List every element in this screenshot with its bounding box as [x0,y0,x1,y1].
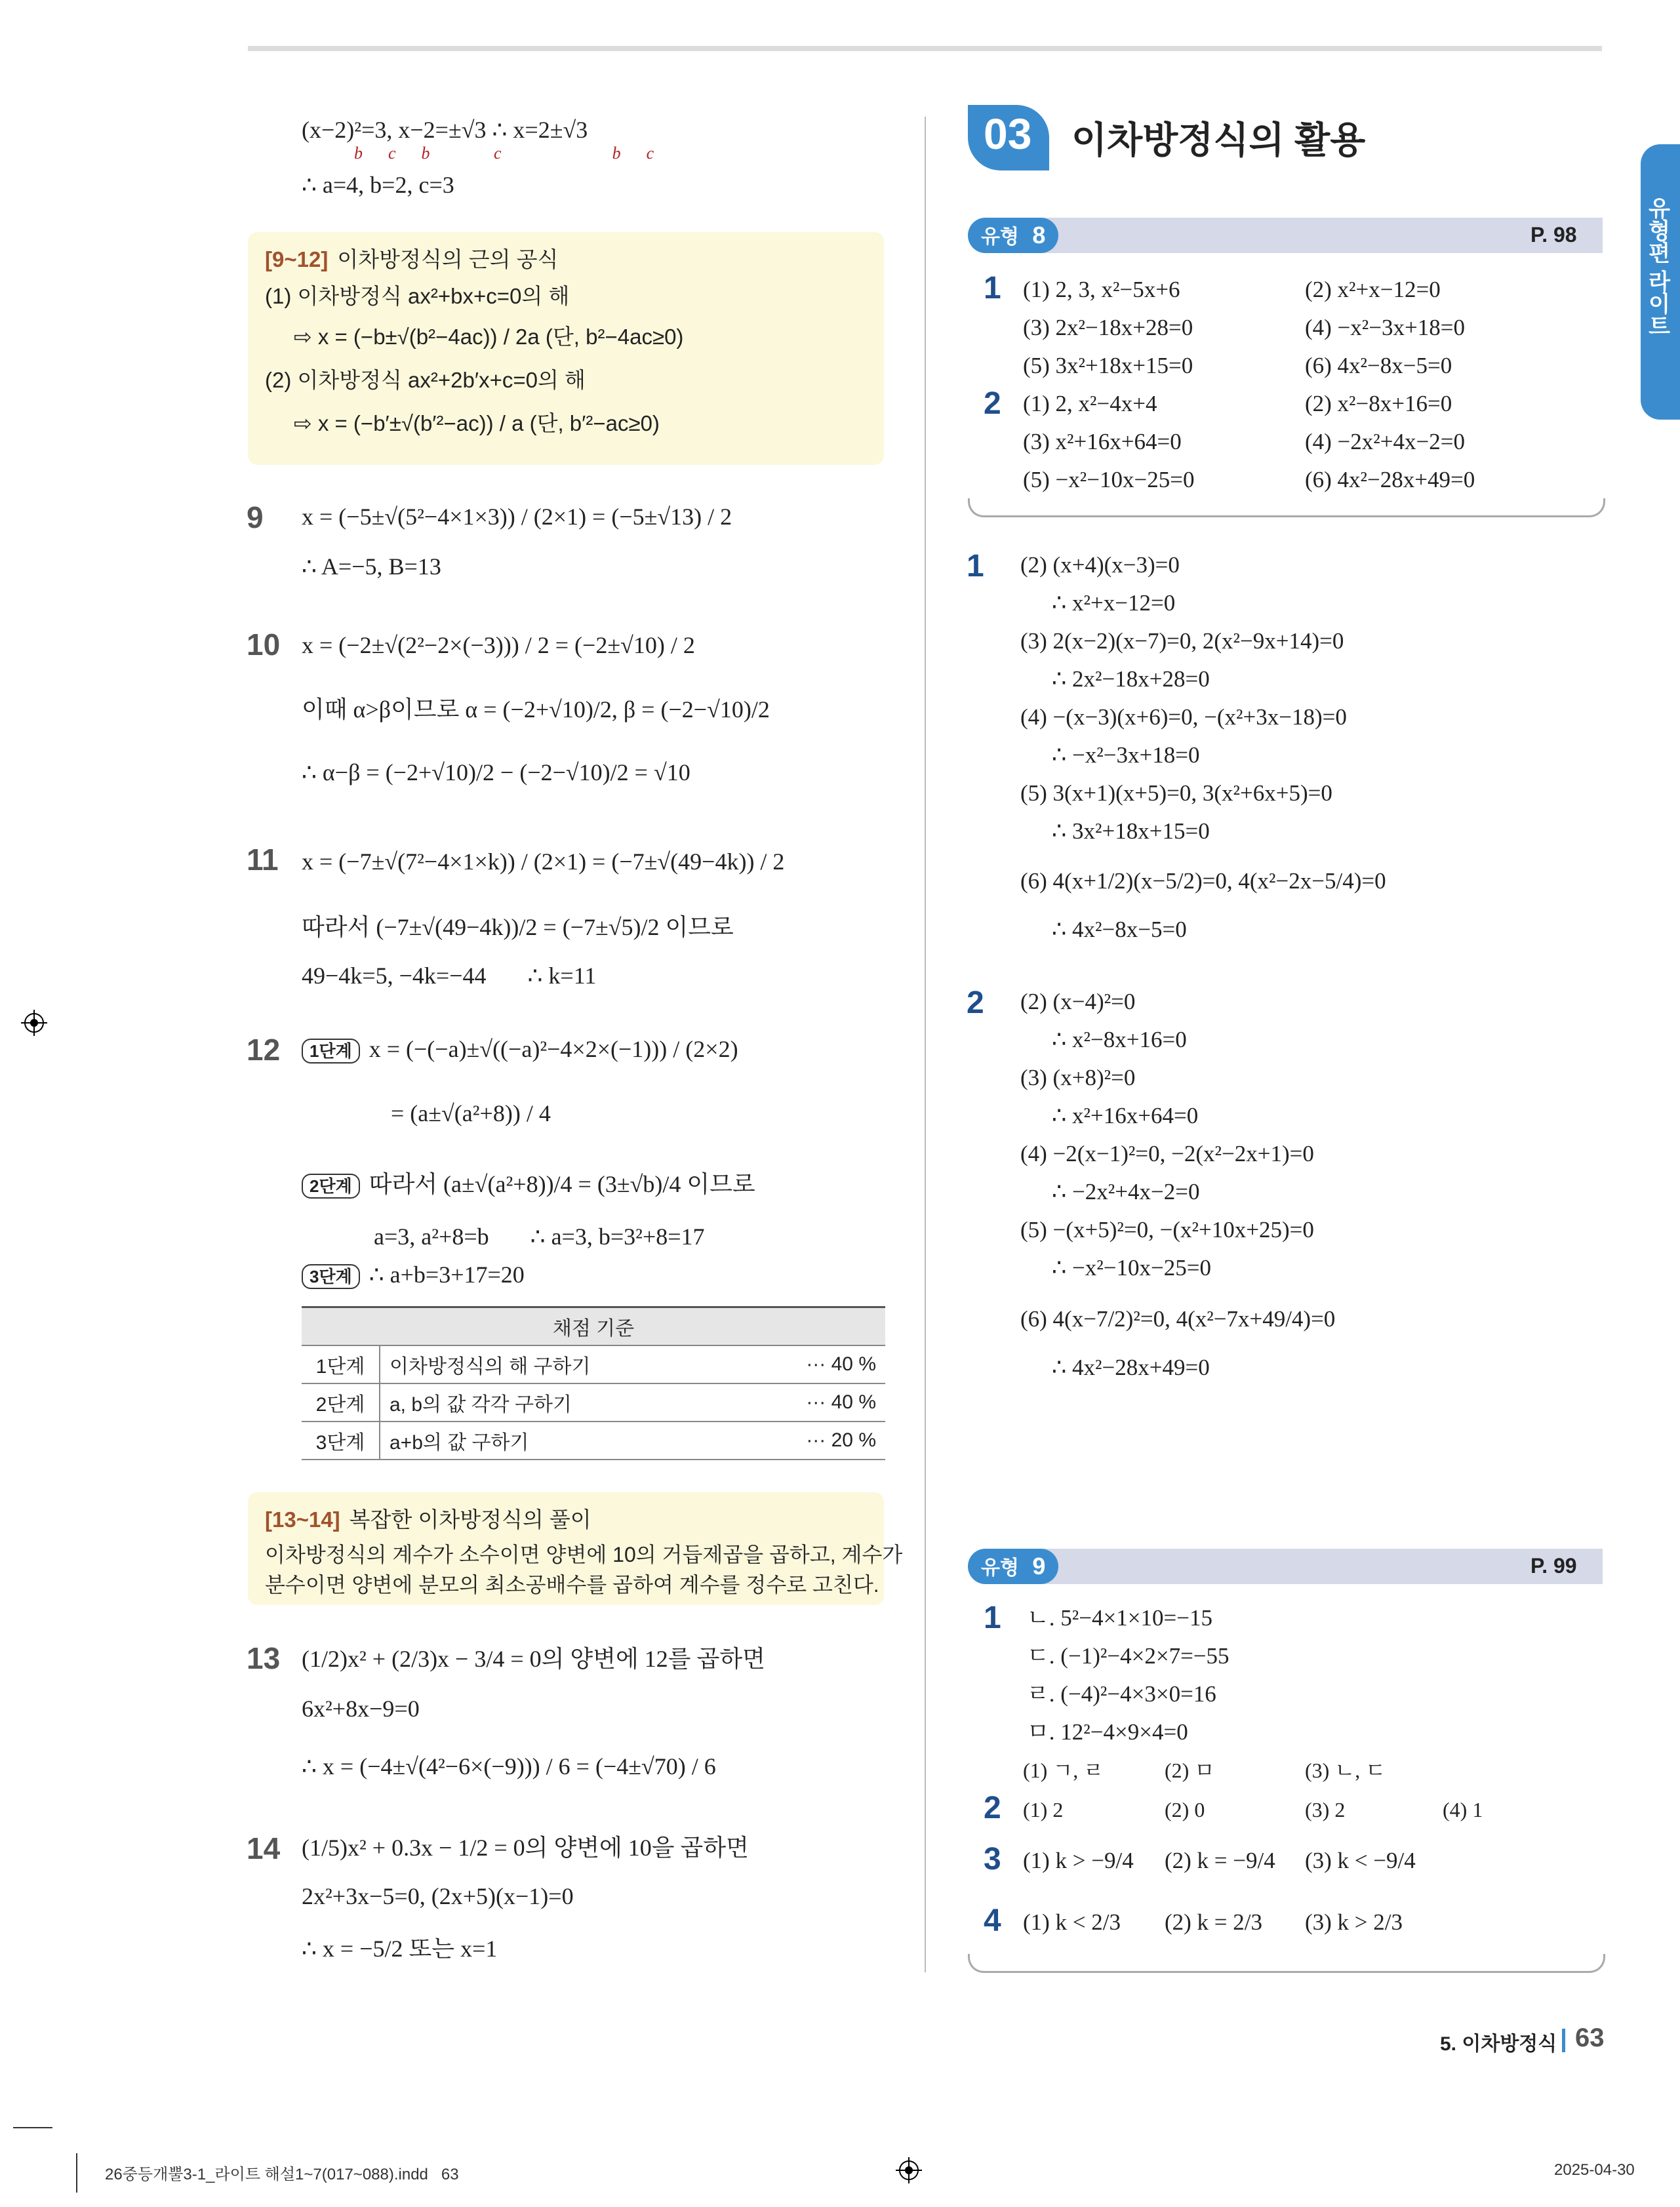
table-row [302,1422,885,1460]
tip-box [248,1492,903,1605]
table-row [302,1383,885,1422]
problem-number-14: 14 [247,1831,281,1865]
type-9-g4-answer: (1) k < 2/3 [1023,1909,1121,1935]
sol2-line: ∴ −x²−10x−25=0 [1052,1255,1211,1281]
grading-desc: a+b의 값 구하기 [380,1422,788,1460]
type-9-label [968,1549,1058,1584]
sol2-line: ∴ x²+16x+64=0 [1052,1103,1199,1128]
grading-step: 3단계 [302,1422,380,1460]
p14-line-2: 2x²+3x−5=0, (2x+5)(x−1)=0 [302,1883,574,1909]
formula-box-line-3: (2) 이차방정식 ax²+2b′x+c=0의 해 [265,368,586,392]
problem-number-9: 9 [247,500,264,534]
type-8-num: 8 [1032,222,1046,249]
formula-box-line-1: (1) 이차방정식 ax²+bx+c=0의 해 [265,284,570,308]
p12-line-5-text: ∴ a+b=3+17=20 [369,1262,525,1288]
type-8-group-2: 2 [984,386,1001,421]
solution-2-number: 2 [967,985,984,1020]
type-8-box-bottom [968,498,1605,517]
type-8-group-1: 1 [984,271,1001,306]
grading-pct: ··· 20 % [788,1422,885,1460]
problem-number-12: 12 [247,1033,281,1067]
sol1-line: ∴ 4x²−8x−5=0 [1052,917,1187,942]
type-9-num: 9 [1032,1553,1046,1580]
p12-line-1 [302,1035,738,1064]
problem-number-13: 13 [247,1641,281,1675]
tip-box-line-1: 이차방정식의 계수가 소수이면 양변에 10의 거듭제곱을 곱하고, 계수가 [265,1543,903,1566]
type-9-text: 유형 [981,1557,1019,1579]
column-divider [925,117,926,1972]
registration-mark-icon [21,1010,47,1036]
grading-step: 2단계 [302,1383,380,1422]
type-9-g1-line: ㄷ. (−1)²−4×2×7=−55 [1027,1643,1230,1669]
p10-line-1: x = (−2±√(2²−2×(−3))) / 2 = (−2±√10) / 2 [302,632,695,658]
p14-line-3: ∴ x = −5/2 또는 x=1 [302,1936,498,1962]
grading-pct: ··· 40 % [788,1345,885,1383]
type-8-page: P. 98 [1530,223,1577,247]
p12-line-1-text: x = (−(−a)±√((−a)²−4×2×(−1))) / (2×2) [369,1036,738,1062]
p12-line-5 [302,1260,525,1289]
type-9-g3-answer: (2) k = −9/4 [1165,1848,1275,1873]
intro-line-1-sub: b c b c b c [354,144,654,163]
p13-line-1: (1/2)x² + (2/3)x − 3/4 = 0의 양변에 12를 곱하면 [302,1646,765,1672]
type-8-bar [968,218,1603,253]
grading-table [302,1306,885,1460]
p12-line-3 [302,1170,755,1199]
problem-number-10: 10 [247,627,281,662]
type-9-g1-line: ㄹ. (−4)²−4×3×0=16 [1027,1681,1216,1707]
type-9-g2-answer: (3) 2 [1305,1798,1346,1821]
p13-line-2: 6x²+8x−9=0 [302,1696,420,1722]
table-row [302,1345,885,1383]
sol1-line: (6) 4(x+1/2)(x−5/2)=0, 4(x²−2x−5/4)=0 [1020,868,1386,894]
sol1-line: (4) −(x−3)(x+6)=0, −(x²+3x−18)=0 [1020,704,1347,730]
crop-mark-bottom [76,2153,77,2193]
type-9-g1-answer: (2) ㅁ [1165,1759,1215,1782]
p11-line-3: 49−4k=5, −4k=−44 ∴ k=11 [302,963,597,989]
sol1-line: (3) 2(x−2)(x−7)=0, 2(x²−9x+14)=0 [1020,628,1344,654]
formula-box-line-4: ⇨ x = (−b′±√(b′²−ac)) / a (단, b′²−ac≥0) [294,411,660,435]
grading-header: 채점 기준 [302,1307,885,1346]
sol2-line: (2) (x−4)²=0 [1020,989,1136,1014]
grading-desc: 이차방정식의 해 구하기 [380,1345,788,1383]
p9-line-1: x = (−5±√(5²−4×1×3)) / (2×1) = (−5±√13) / 2 [302,504,732,530]
type-9-bar [968,1549,1603,1584]
type-9-group-4: 4 [984,1903,1001,1938]
type-9-g2-answer: (2) 0 [1165,1798,1205,1821]
type-8-answer: (5) −x²−10x−25=0 [1023,467,1195,492]
print-date: 2025-04-30 [1554,2161,1635,2179]
section-number: 03 [984,109,1032,158]
sol1-line: ∴ x²+x−12=0 [1052,590,1176,616]
type-9-g3-answer: (3) k < −9/4 [1305,1848,1416,1873]
p12-line-2: = (a±√(a²+8)) / 4 [391,1100,551,1126]
type-9-group-1: 1 [984,1601,1001,1635]
sol2-line: ∴ 4x²−28x+49=0 [1052,1355,1210,1380]
grading-pct: ··· 40 % [788,1383,885,1422]
sol2-line: (3) (x+8)²=0 [1020,1065,1136,1090]
type-8-answer: (4) −x²−3x+18=0 [1305,315,1466,340]
tip-box-title [265,1503,591,1534]
file-info: 26중등개뿔3-1_라이트 해설1~7(017~088).indd 63 [105,2166,459,2183]
type-9-g2-answer: (1) 2 [1023,1798,1064,1821]
registration-mark-icon [896,2157,922,2183]
intro-line-2: ∴ a=4, b=2, c=3 [302,172,454,198]
type-9-box-bottom [968,1954,1605,1973]
p11-line-2: 따라서 (−7±√(49−4k))/2 = (−7±√5)/2 이므로 [302,914,734,940]
type-9-g2-answer: (4) 1 [1443,1798,1483,1821]
tip-box-tag: [13~14] [265,1507,340,1532]
formula-box-title [265,243,558,273]
section-title: 이차방정식의 활용 [1071,119,1366,161]
type-8-answer: (1) 2, x²−4x+4 [1023,391,1157,416]
type-8-answer: (5) 3x²+18x+15=0 [1023,353,1193,378]
page-number: 63 [1575,2023,1605,2052]
type-8-answer: (3) x²+16x+64=0 [1023,429,1182,454]
type-9-g1-line: ㅁ. 12²−4×9×4=0 [1027,1719,1188,1745]
type-9-page: P. 99 [1530,1554,1577,1578]
type-8-answer: (4) −2x²+4x−2=0 [1305,429,1466,454]
type-9-g4-answer: (2) k = 2/3 [1165,1909,1263,1935]
type-8-answer: (1) 2, 3, x²−5x+6 [1023,277,1180,302]
sol1-line: ∴ 3x²+18x+15=0 [1052,818,1210,844]
side-tab-label: 유형편 라이트 [1645,197,1670,337]
p13-line-3: ∴ x = (−4±√(4²−6×(−9))) / 6 = (−4±√70) / 6 [302,1753,716,1780]
sol1-line: ∴ 2x²−18x+28=0 [1052,666,1210,692]
sol1-line: (2) (x+4)(x−3)=0 [1020,552,1180,578]
p11-line-1: x = (−7±√(7²−4×1×k)) / (2×1) = (−7±√(49−4k)) / 2 [302,848,785,875]
formula-box-heading: 이차방정식의 근의 공식 [337,247,559,271]
intro-line-1: (x−2)²=3, x−2=±√3 ∴ x=2±√3 [302,117,588,143]
type-8-answer: (2) x²+x−12=0 [1305,277,1441,302]
type-9-g1-answer: (3) ㄴ, ㄷ [1305,1759,1386,1782]
p12-line-4: a=3, a²+8=b ∴ a=3, b=3²+8=17 [374,1223,705,1250]
sol2-line: (4) −2(x−1)²=0, −2(x²−2x+1)=0 [1020,1141,1314,1166]
sol2-line: (6) 4(x−7/2)²=0, 4(x²−7x+49/4)=0 [1020,1306,1336,1332]
type-8-answer: (6) 4x²−8x−5=0 [1305,353,1452,378]
p9-line-2: ∴ A=−5, B=13 [302,553,441,580]
step-2-badge: 2단계 [302,1174,360,1199]
step-1-badge: 1단계 [302,1039,360,1064]
type-8-answer: (2) x²−8x+16=0 [1305,391,1452,416]
type-8-text: 유형 [981,226,1019,248]
p14-line-1: (1/5)x² + 0.3x − 1/2 = 0의 양변에 10을 곱하면 [302,1835,749,1861]
sol2-line: ∴ x²−8x+16=0 [1052,1027,1187,1052]
sol1-line: (5) 3(x+1)(x+5)=0, 3(x²+6x+5)=0 [1020,780,1332,806]
type-9-g1-line: ㄴ. 5²−4×1×10=−15 [1027,1605,1212,1631]
tip-box-heading: 복잡한 이차방정식의 풀이 [349,1507,591,1532]
formula-box-tag: [9~12] [265,247,329,271]
p10-line-3: ∴ α−β = (−2+√10)/2 − (−2−√10)/2 = √10 [302,759,690,785]
sol2-line: (5) −(x+5)²=0, −(x²+10x+25)=0 [1020,1217,1314,1243]
formula-box [248,232,884,465]
footer-chapter: 5. 이차방정식 [1440,2033,1557,2055]
p12-line-3-text: 따라서 (a±√(a²+8))/4 = (3±√b)/4 이므로 [369,1171,755,1197]
type-9-g4-answer: (3) k > 2/3 [1305,1909,1403,1935]
type-8-answer: (6) 4x²−28x+49=0 [1305,467,1475,492]
solution-1-number: 1 [967,549,984,584]
top-rule [248,46,1602,51]
type-8-answer: (3) 2x²−18x+28=0 [1023,315,1193,340]
step-3-badge: 3단계 [302,1264,360,1289]
grading-step: 1단계 [302,1345,380,1383]
type-9-group-3: 3 [984,1842,1001,1877]
tip-box-line-2: 분수이면 양변에 분모의 최소공배수를 곱하여 계수를 정수로 고친다. [265,1573,879,1597]
problem-number-11: 11 [247,843,279,877]
crop-mark-left [13,2127,52,2128]
type-9-g3-answer: (1) k > −9/4 [1023,1848,1134,1873]
p10-line-2: 이때 α>β이므로 α = (−2+√10)/2, β = (−2−√10)/2 [302,696,770,723]
type-8-label [968,218,1058,253]
footer-divider [1562,2029,1565,2052]
grading-desc: a, b의 값 각각 구하기 [380,1383,788,1422]
type-9-group-2: 2 [984,1791,1001,1825]
sol1-line: ∴ −x²−3x+18=0 [1052,742,1200,768]
type-9-g1-answer: (1) ㄱ, ㄹ [1023,1759,1104,1782]
sol2-line: ∴ −2x²+4x−2=0 [1052,1179,1200,1204]
formula-box-line-2: ⇨ x = (−b±√(b²−4ac)) / 2a (단, b²−4ac≥0) [294,325,684,349]
